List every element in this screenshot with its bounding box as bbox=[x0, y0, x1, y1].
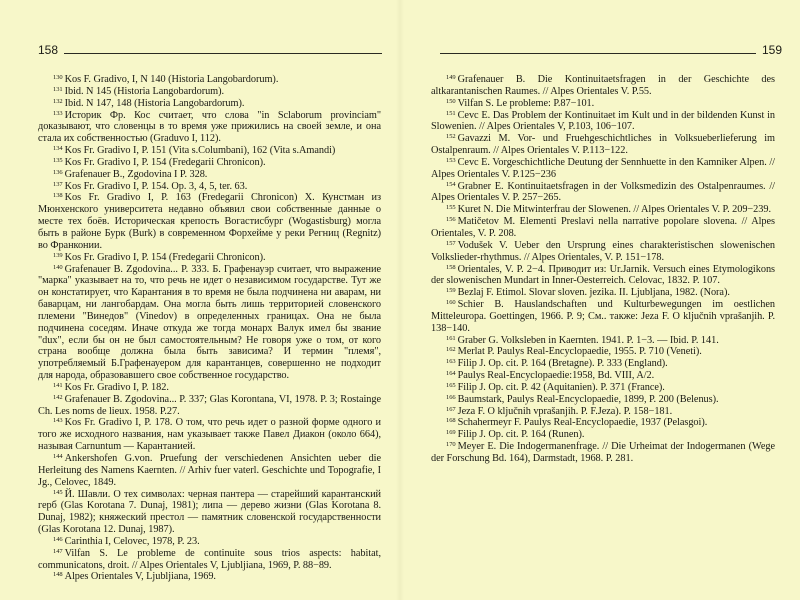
footnote-text: Grafenauer B. Zgodovina... P. 337; Glas Korontana, VI, 1978. P. 3; Rostainge Ch. Les noms de lieux. 1958. P.27. bbox=[38, 393, 381, 417]
left-page-header bbox=[38, 40, 382, 56]
footnote bbox=[38, 382, 381, 394]
footnote-number: 165 bbox=[446, 381, 456, 389]
footnote-number: 169 bbox=[446, 429, 456, 437]
footnote-text: Cevc E. Vorgeschichtliche Deutung der Sennhuette in den Kamniker Alpen. // Alpes Orientales V. P.125−236 bbox=[431, 156, 775, 180]
footnote bbox=[431, 346, 775, 358]
footnote-text: Kos Fr. Gradivo I, P. 154 (Fredegarii Chronicon). bbox=[64, 156, 266, 168]
footnote-text: Vilfan S. Le probleme: P.87−101. bbox=[457, 97, 595, 109]
footnote-number: 142 bbox=[53, 393, 63, 401]
footnote bbox=[38, 548, 381, 572]
footnotes-list bbox=[38, 74, 381, 583]
footnote-number: 143 bbox=[53, 417, 63, 425]
footnote-number: 154 bbox=[446, 180, 456, 188]
footnote-text: Vilfan S. Le probleme de continuite sous trios aspects: habitat, communicatons, droit. // Alpes Orientales V, Ljubljiana, 1969, P. 88−89. bbox=[38, 547, 381, 571]
footnote-text: Matičetov M. Elementi Preslavi nella narrative popolare slovena. // Alpes Orientales, V. P. 208. bbox=[431, 216, 775, 239]
footnote bbox=[431, 394, 775, 406]
footnote-text: Kos Fr. Gradivo I, P. 182. bbox=[64, 381, 169, 393]
footnote bbox=[431, 370, 775, 382]
footnote-number: 131 bbox=[53, 85, 63, 93]
footnote bbox=[38, 252, 381, 264]
footnote-text: Grafenauer B. Die Kontinuitaetsfragen in der Geschichte des altkarantanischen Raumes. // Alpes Orientales V. P.55. bbox=[431, 74, 775, 97]
footnote-text: Paulys Real-Encyclopaedie:1958, Bd. VIII, A/2. bbox=[457, 370, 655, 382]
footnotes-list bbox=[431, 74, 775, 465]
footnote bbox=[431, 299, 775, 335]
right-page bbox=[400, 0, 800, 600]
footnote bbox=[38, 264, 381, 382]
footnote-number: 166 bbox=[446, 393, 456, 401]
footnote-text: Orientales, V. P. 2−4. Приводит из: Ur.Jarnik. Versuch eines Etymologikons der slowenischen Mundart in Inner-Oesterreich. Celovac, 1832. P. 107. bbox=[431, 263, 775, 287]
footnote-number: 167 bbox=[446, 405, 456, 413]
footnote-number: 137 bbox=[53, 180, 63, 188]
footnote-number: 149 bbox=[446, 74, 456, 81]
footnote-number: 159 bbox=[446, 287, 456, 295]
footnote bbox=[431, 74, 775, 98]
footnote bbox=[38, 417, 381, 453]
footnote bbox=[38, 394, 381, 418]
footnote-number: 148 bbox=[53, 571, 63, 579]
footnote-number: 133 bbox=[53, 109, 63, 117]
footnote bbox=[38, 181, 381, 193]
footnote bbox=[38, 98, 381, 110]
footnote-text: Bezlaj F. Etimol. Slovar sloven. jezika. II. Ljubljana, 1982. (Nora). bbox=[457, 287, 730, 299]
footnote bbox=[431, 204, 775, 216]
footnote-number: 161 bbox=[446, 334, 456, 342]
footnote-number: 152 bbox=[446, 133, 456, 141]
footnote bbox=[38, 74, 381, 86]
footnote bbox=[431, 240, 775, 264]
footnote-text: Kos Fr. Gradivo I, P. 163 (Fredegarii Chronicon) Х. Кунстман из Мюнхенского университета недавно объявил свои собственные данные о месте тех боёв. Историческая крепость Вогастисбург (Wogastisburg) могла быть в районе Бурк (Burk) в современном Форхейме у реки Регниц (Regnitz) во Франконии. bbox=[38, 192, 381, 251]
footnote-text: Й. Шавли. О тех символах: черная пантера — старейший карантанский герб (Glas Korotana 7. Dunaj, 1981); липа — дерево жизни (Glas Korotana 8. Dunaj, 1982); княжеский престол — памятник словенской государственности (Glas Korotana 12. Dunaj, 1987). bbox=[38, 488, 381, 536]
footnote bbox=[38, 192, 381, 251]
footnote-text: Kos Fr. Gradivo I, P. 178. О том, что речь идет о разной форме одного и того же исходного названия, нам указывает также Павел Диакон (около 664), называя Carnuntum — Карантанией. bbox=[38, 417, 381, 453]
footnote-text: Carinthia I, Celovec, 1978, P. 23. bbox=[64, 535, 200, 547]
footnote bbox=[431, 358, 775, 370]
footnote bbox=[431, 429, 775, 441]
footnote-number: 138 bbox=[53, 192, 63, 200]
page-number: 158 bbox=[38, 43, 59, 57]
footnote bbox=[431, 335, 775, 347]
footnote-number: 136 bbox=[53, 168, 63, 176]
page-number: 159 bbox=[761, 43, 782, 57]
footnote-text: Ankershofen G.von. Pruefung der verschiedenen Ansichten ueber die Herleitung des Namens Kaernten. // Arhiv fuer vaterl. Geschichte und Topografie, I Jg., Celovec, 1849. bbox=[38, 453, 381, 488]
footnote-text: Grafenauer B., Zgodovina I P. 328. bbox=[64, 168, 208, 180]
footnote bbox=[431, 157, 775, 181]
footnote-number: 146 bbox=[53, 535, 63, 543]
footnote-number: 147 bbox=[53, 547, 63, 555]
footnote-number: 141 bbox=[53, 381, 63, 389]
footnote-number: 132 bbox=[53, 97, 63, 105]
footnote-text: Grafenauer B. Zgodovina... P. 333. Б. Графенауэр считает, что выражение "марка" указывает на то, что речь не идет о независимом государстве. Тут же он констатирует, что Карантания в то время не была подчинена ни аварам, ни баварцам, ни лангобардам. Она могла быть лишь территорией словенского племени "Винедов" (Vinedov) в определенных границах. Она не была подчинена соседям. Иначе откуда же тогда монарх Валук имел бы звание "dux", если бы он не был самостоятельным? Не говоря уже о том, от кого страна вообще должна была быть зависима? И термин "племя", употребляемый Б.Графенауером для карантанцев, совершенно не подходит для народа, образовавшего свое собственное государство. bbox=[38, 263, 381, 382]
footnote bbox=[38, 110, 381, 146]
header-rule bbox=[64, 53, 382, 54]
footnote bbox=[431, 216, 775, 240]
footnote bbox=[431, 382, 775, 394]
footnote-number: 155 bbox=[446, 204, 456, 212]
footnote-text: Kuret N. Die Mitwinterfrau der Slowenen. // Alpes Orientales V. P. 209−239. bbox=[457, 204, 772, 216]
footnote-number: 156 bbox=[446, 216, 456, 224]
footnote-number: 168 bbox=[446, 417, 456, 425]
footnote-text: Kos Fr. Gradivo I, P. 154. Op. 3, 4, 5, ter. 63. bbox=[64, 180, 248, 192]
footnote bbox=[431, 441, 775, 465]
footnote-text: Filip J. Op. cit. P. 164 (Bretagne). P. 333 (England). bbox=[457, 358, 668, 370]
footnote-number: 145 bbox=[53, 488, 63, 496]
footnote-number: 160 bbox=[446, 299, 456, 307]
footnote bbox=[431, 406, 775, 418]
footnote-text: Merlat P. Paulys Real-Encyclopaedie, 1955. P. 710 (Veneti). bbox=[457, 346, 702, 358]
footnote-number: 164 bbox=[446, 370, 456, 378]
footnote bbox=[431, 98, 775, 110]
footnote-text: Schahermeyr F. Paulys Real-Encyclopaedie, 1937 (Pelasgoi). bbox=[457, 417, 708, 429]
footnote-text: Jeza F. O ključnih vprašanjih. P. F.Jeza). P. 158−181. bbox=[457, 405, 673, 417]
footnote-number: 153 bbox=[446, 156, 456, 164]
footnote-text: Meyer E. Die Indogermanenfrage. // Die Urheimat der Indogermanen (Wege der Forschung Bd. 164), Darmstadt, 1968. P. 281. bbox=[431, 441, 775, 464]
footnote-number: 134 bbox=[53, 145, 63, 153]
footnote bbox=[431, 133, 775, 157]
footnote bbox=[38, 453, 381, 489]
footnote-number: 144 bbox=[53, 453, 63, 460]
footnote-number: 139 bbox=[53, 251, 63, 259]
footnote-number: 150 bbox=[446, 97, 456, 105]
footnote-number: 140 bbox=[53, 263, 63, 271]
footnote bbox=[38, 489, 381, 536]
footnote-text: Baumstark, Paulys Real-Encyclopaedie, 1899, P. 200 (Belenus). bbox=[457, 393, 719, 405]
footnote bbox=[38, 86, 381, 98]
footnote bbox=[431, 287, 775, 299]
footnote bbox=[38, 536, 381, 548]
footnote-text: Ibid. N 145 (Historia Langobardorum). bbox=[64, 85, 225, 97]
footnote-number: 170 bbox=[446, 441, 456, 449]
footnote bbox=[38, 145, 381, 157]
footnote-number: 163 bbox=[446, 358, 456, 366]
header-rule bbox=[440, 53, 756, 54]
footnote-text: Ibid. N 147, 148 (Historia Langobardorum). bbox=[64, 97, 245, 109]
footnote-number: 162 bbox=[446, 346, 456, 354]
footnote-text: Filip J. Op. cit. P. 42 (Aquitanien). P. 371 (France). bbox=[457, 381, 665, 393]
right-page-header bbox=[440, 40, 782, 56]
footnote-number: 130 bbox=[53, 74, 63, 81]
footnote-text: Gavazzi M. Vor- und Fruehgeschichtliches in Volksueberlieferung im Ostalpenraum. // Alpes Orientales V. P.113−122. bbox=[431, 133, 775, 157]
footnote-text: Kos Fr. Gradivo I, P. 154 (Fredegarii Chronicon). bbox=[64, 251, 266, 263]
footnote-text: Историк Фр. Кос считает, что слова "in Sclaborum provinciam" доказывают, что словенцы в то время уже прижились на своей земле, и она стала их собственностью (Graduvo I, 112). bbox=[38, 109, 381, 145]
footnote bbox=[431, 417, 775, 429]
footnote-number: 135 bbox=[53, 156, 63, 164]
footnote-number: 151 bbox=[446, 109, 456, 117]
footnote bbox=[431, 264, 775, 288]
footnote-number: 158 bbox=[446, 263, 456, 271]
footnote-text: Cevc E. Das Problem der Kontinuitaet im Kult und in der bildenden Kunst in Slowenien. // Alpes Orientales V, P.103, 106−107. bbox=[431, 109, 775, 133]
footnote-text: Kos F. Gradivo, I, N 140 (Historia Langobardorum). bbox=[64, 74, 279, 85]
footnote-text: Filip J. Op. cit. P. 164 (Runen). bbox=[457, 429, 585, 441]
footnote-text: Grabner E. Kontinuitaetsfragen in der Volksmedizin des Ostalpenraumes. // Alpes Orientales V. P. 257−265. bbox=[431, 180, 775, 204]
footnote-text: Schier B. Hauslandschaften und Kulturbewegungen im oestlichen Mitteleuropa. Goettingen, 1966. P. 9; См.. также: Jeza F. O ključnih vprašanjih. P. 138−140. bbox=[431, 299, 775, 334]
footnote bbox=[38, 169, 381, 181]
footnote-text: Graber G. Volksleben in Kaernten. 1941. P. 1−3. — Ibid. P. 141. bbox=[457, 334, 719, 346]
footnote-number: 157 bbox=[446, 239, 456, 247]
footnote bbox=[431, 181, 775, 205]
footnote bbox=[38, 571, 381, 583]
footnote bbox=[38, 157, 381, 169]
footnote-text: Vodušek V. Ueber den Ursprung eines charakteristischen slowenischen Volkslieder-rhythmus. // Alpes Orientales, V. P. 151−178. bbox=[431, 239, 775, 263]
footnote-text: Kos Fr. Gradivo I, P. 151 (Vita s.Columbani), 162 (Vita s.Amandi) bbox=[64, 145, 336, 157]
footnote-text: Alpes Orientales V, Ljubljiana, 1969. bbox=[64, 571, 216, 583]
footnote bbox=[431, 110, 775, 134]
